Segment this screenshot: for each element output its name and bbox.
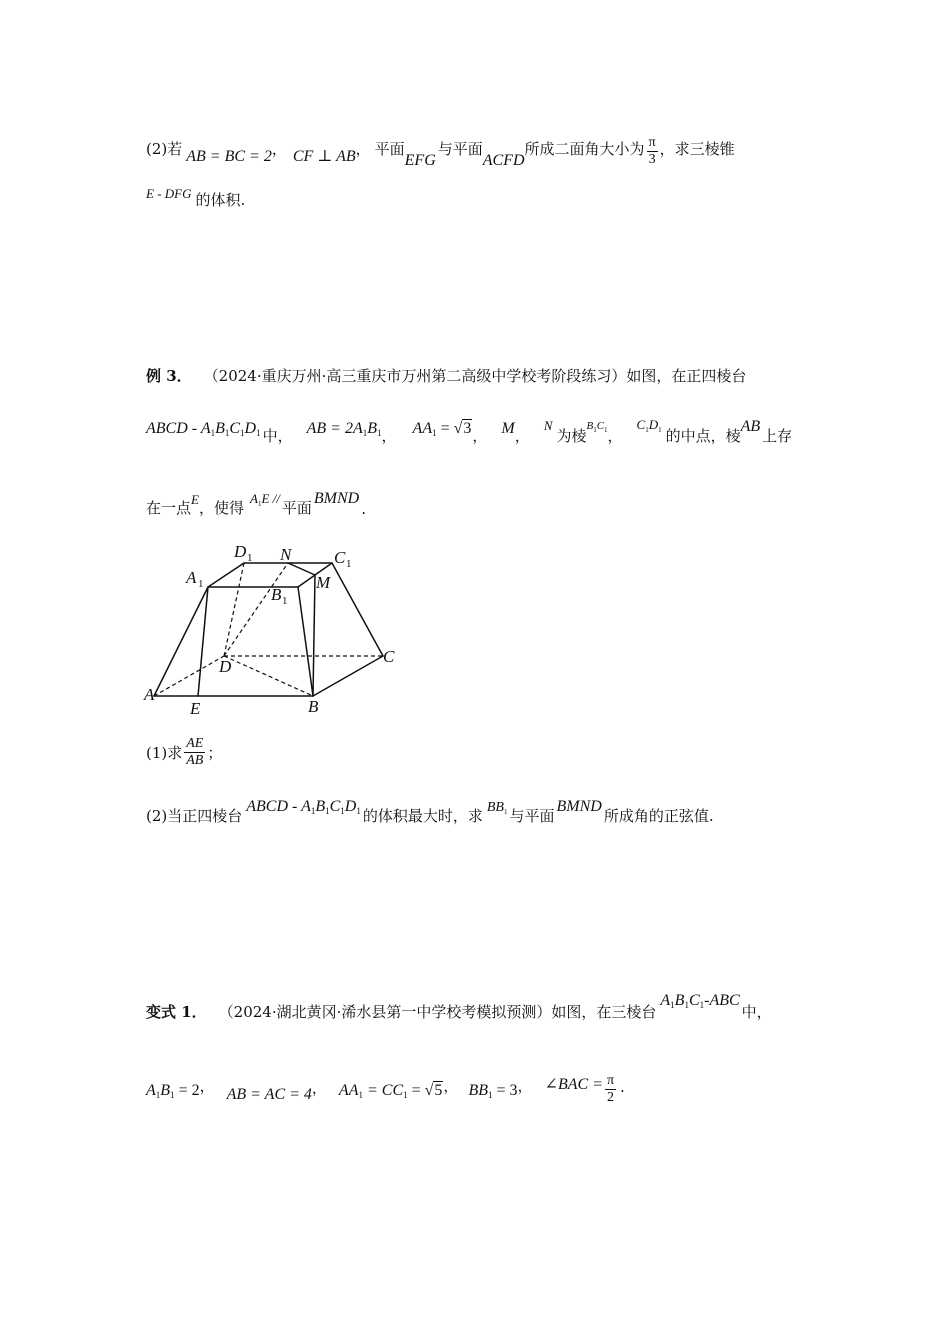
ex3-subq1-num: AE [186,735,204,751]
ex3-frustum-a: ABCD - A [146,420,211,437]
ex3-rel2-a: AA [412,420,433,437]
var1-sub: 1 [684,1000,689,1010]
ex3-frustum-a: ABCD - A [246,798,311,815]
ex3-subq2-mid: 的体积最大时，求 [362,807,483,825]
label-B1: B [271,585,282,604]
label-D: D [219,657,232,676]
q2-prefix: (2)若 [146,140,183,158]
hidden-edge-D-N [224,563,288,656]
ex3-frustum-c: C [229,420,241,437]
ex3-t-pingmian: 平面 [281,499,312,517]
var1-comma-b: ， [311,1079,327,1097]
hidden-edge-D-B [224,656,313,696]
ex3-comma-a: ， [381,427,397,445]
frustum-figure [140,536,410,722]
var1-conditions [146,1066,625,1108]
var1-sqrt: √5 [424,1082,443,1099]
ex3-sub: 1 [432,428,437,438]
var1-c3 [339,1082,444,1100]
ex3-comma-d: ， [607,427,623,445]
ex3-sub: 1 [224,428,230,438]
q2-t3: 所成二面角大小为 [524,140,645,158]
ex3-subq2 [146,790,714,828]
ex3-sub: 1 [377,428,382,438]
q2-frac-den: 3 [648,152,656,167]
ex3-frustum-b: B [215,420,225,437]
var1-sub: 1 [670,1000,675,1010]
ex3-frustum-d: D [344,798,357,815]
var1-source: （2024·湖北黄冈·浠水县第一中学校考模拟预测）如图，在三棱台 [218,1003,657,1021]
var1-sqrt-radicand: 5 [434,1082,443,1099]
ex3-sub: 1 [362,428,368,438]
var1-sub: 1 [699,1000,705,1010]
var1-prism-c: C [688,992,700,1009]
var1-prism-b: B [674,992,685,1009]
ex3-sub: 1 [257,500,262,508]
ex3-comma-b: ， [472,427,488,445]
ex3-edge1-a: B [586,420,594,432]
ex3-frustum-d: D [244,420,257,437]
ex3-sub: 1 [310,806,316,816]
ex3-subq2-prefix: (2)当正四棱台 [146,807,243,825]
ex3-t-weileng: 为棱 [556,427,587,445]
ex3-subq1-suffix: ； [207,743,223,762]
ex3-frustum-c: C [329,798,341,815]
var1-t-zhong: 中， [741,1003,772,1021]
var1-c5: ∠BAC = [544,1076,603,1093]
label-C1: C [334,548,346,567]
label-A: A [144,685,155,704]
ex3-sub: 1 [240,428,245,438]
edge-A1-D1 [208,563,244,587]
ex3-para-a: A [249,491,258,506]
ex3-plane-bmnd: BMND [313,490,360,507]
ex3-frustum [146,420,261,438]
ex3-sub: 1 [340,806,345,816]
ex3-period: . [361,500,366,518]
label-A1-sub: 1 [198,578,204,590]
ex3-edge1 [586,420,607,434]
ex3-para [250,491,280,508]
ex3-t-zhong: 中， [262,427,293,445]
var1-comma-c: ， [443,1077,459,1095]
var1-c1-b: B [160,1082,171,1099]
ex3-rel2 [413,420,473,438]
q2-comma1: ， [271,140,287,158]
edge-C-C1 [332,563,383,656]
q2-plane1: EFG [404,152,436,169]
ex3-sub: 1 [604,426,608,434]
var1-c3-a: AA [338,1082,359,1099]
ex3-subq2-plane: BMND [556,798,602,815]
label-N: N [280,545,292,564]
var1-sub: 1 [170,1090,175,1100]
var1-heading [146,986,772,1026]
var1-c1-a: A [146,1082,156,1099]
var1-c2: AB = AC = 4 [226,1086,312,1103]
ex3-sub: 1 [325,806,330,816]
ex3-subq2-t: 与平面 [509,807,555,825]
ex3-line-3 [146,484,366,520]
q2-cond2: CF ⊥ AB [292,148,356,165]
label-B1-sub: 1 [282,595,288,607]
ex3-point-m: M [501,420,515,437]
var1-prism-d: -ABC [704,992,740,1009]
var1-c4 [468,1082,517,1100]
var1-c3-eq: = [407,1082,425,1099]
q2-solid: E - DFG [146,186,192,201]
ex3-point-e: E [191,492,199,507]
q2-cond1: AB = BC = 2 [186,148,272,165]
label-D1: D [234,542,247,561]
q2-t1: 平面 [374,140,405,158]
ex3-sub: 1 [256,428,261,438]
var1-c3-b: = CC [362,1082,404,1099]
var1-sub: 1 [358,1090,363,1100]
ex3-edge-ab: AB [740,418,761,435]
ex3-subq2-frustum [246,798,361,816]
edge-N-M [288,563,315,575]
ex3-sub: 1 [645,426,649,434]
var1-sub: 1 [155,1090,161,1100]
q2-t2: 与平面 [437,140,483,158]
label-A1: A [186,568,197,587]
ex3-subq2-end: 所成角的正弦值. [603,807,714,825]
ex3-edge2-a: C [636,417,646,432]
var1-c4-eq: = 3 [492,1082,518,1099]
ex3-para-b: E // [261,491,280,506]
ex3-rel1-b: B [367,420,378,437]
var1-prism [660,992,739,1010]
ex3-rel1 [307,420,382,438]
q2-line-2 [146,186,245,212]
var1-c5-fraction [605,1073,616,1106]
ex3-line-2 [146,410,792,448]
var1-period: . [620,1078,625,1096]
var1-c1 [146,1082,200,1100]
ex3-edge2-b: D [648,417,659,432]
label-D1-sub: 1 [247,552,253,564]
ex3-frustum-b: B [315,798,326,815]
ex3-t-shide: ，使得 [198,499,244,517]
label-M: M [316,573,331,592]
ex3-edge1-b: C [596,420,605,432]
edge-M-B [313,575,315,696]
q2-t5: 的体积. [195,191,246,209]
var1-comma-a: ， [199,1077,215,1095]
ex3-subq2-line-text: BB [486,800,504,815]
q2-comma2: ， [355,140,371,158]
ex3-t-shangcun: 上存 [762,427,793,445]
var1-c5-den: 2 [606,1090,614,1105]
label-B: B [308,697,319,716]
q2-line-1 [146,128,735,172]
edge-B-C [313,656,383,696]
var1-prism-a: A [660,992,671,1009]
q2-plane2: ACFD [482,152,525,169]
label-C1-sub: 1 [346,558,352,570]
ex3-rel2-eq: = [436,420,454,437]
ex3-sub: 1 [210,428,216,438]
ex3-point-n: N [543,418,553,433]
ex3-subq1-prefix: (1)求 [146,743,183,762]
ex3-heading [146,362,746,386]
ex3-subq1-den: AB [186,752,204,768]
var1-sub: 1 [403,1090,408,1100]
var1-label: 变式 1． [146,1003,207,1021]
ex3-edge2 [637,417,662,434]
ex3-sqrt: √3 [453,420,472,437]
ex3-comma-c: ， [514,427,530,445]
ex3-sub: 1 [658,426,662,434]
label-E: E [190,699,201,718]
ex3-t-zaiyidian: 在一点 [146,499,192,517]
ex3-sub: 1 [593,426,597,434]
ex3-sub: 1 [356,806,361,816]
label-C: C [383,647,395,666]
ex3-rel1-a: AB = 2A [306,420,363,437]
ex3-sqrt-radicand: 3 [463,420,472,437]
ex3-subq2-line [487,800,508,816]
var1-c1-eq: = 2 [174,1082,200,1099]
ex3-sub: 1 [503,808,508,816]
q2-frac-num: π [648,135,656,150]
var1-c5-num: π [606,1073,615,1088]
ex3-subq1 [146,730,222,774]
ex3-subq1-fraction [184,736,205,769]
q2-t4: ，求三棱锥 [659,140,735,158]
edge-B-B1 [298,587,313,696]
ex3-label: 例 3． [146,367,192,385]
var1-comma-d: ， [517,1077,533,1095]
var1-c4-a: BB [468,1082,488,1099]
var1-sub: 1 [487,1090,493,1100]
ex3-t-mid: 的中点，棱 [665,427,741,445]
ex3-source: （2024·重庆万州·高三重庆市万州第二高级中学校考阶段练习）如图，在正四棱台 [203,367,747,385]
q2-angle-fraction [647,135,658,168]
